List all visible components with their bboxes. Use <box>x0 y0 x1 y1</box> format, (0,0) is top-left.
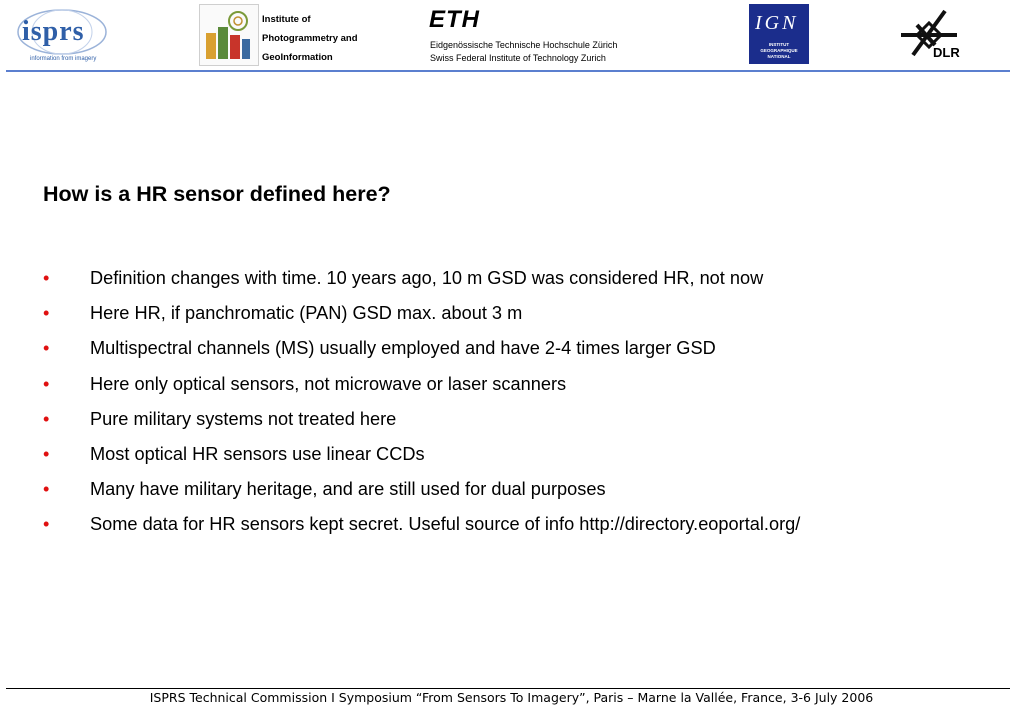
bullet-text: Pure military systems not treated here <box>90 408 397 429</box>
slide-title: How is a HR sensor defined here? <box>43 182 391 206</box>
footer-text: ISPRS Technical Commission I Symposium “From Sensors To Imagery”, Paris – Marne la Vallée, France, 3-6 July 2006 <box>149 690 874 705</box>
dlr-logo <box>895 5 965 65</box>
bullet-text: Some data for HR sensors kept secret. Useful source of info http://directory.eoportal.org/ <box>90 514 801 535</box>
eth-logo: ETH <box>429 6 480 33</box>
ign-sub-line-2: GEOGRAPHIQUE <box>760 48 798 53</box>
header-rule <box>6 70 1010 72</box>
bullet-dot: • <box>43 338 50 359</box>
eth-name-german: Eidgenössische Technische Hochschule Zürich <box>430 40 618 50</box>
bullet-dot: • <box>43 373 50 394</box>
ign-sub-line-3: NATIONAL <box>767 54 791 59</box>
bullet-dot: • <box>43 303 50 324</box>
bullet-text: Multispectral channels (MS) usually employed and have 2-4 times larger GSD <box>90 338 716 359</box>
bullet-text: Here only optical sensors, not microwave or laser scanners <box>90 373 567 394</box>
header-bar <box>0 0 1023 72</box>
bullet-text: Here HR, if panchromatic (PAN) GSD max. about 3 m <box>90 303 523 324</box>
bullet-dot: • <box>43 479 50 500</box>
isprs-tagline: information from imagery <box>30 56 97 62</box>
footer-rule <box>6 688 1010 689</box>
bullet-text: Many have military heritage, and are still used for dual purposes <box>90 479 606 500</box>
isprs-wordmark: isprs <box>22 16 85 47</box>
bullet-text: Most optical HR sensors use linear CCDs <box>90 443 425 464</box>
ipg-line-3: GeoInformation <box>262 52 333 63</box>
ign-wordmark: IGN <box>755 12 799 34</box>
bullet-dot: • <box>43 443 50 464</box>
bullet-text: Definition changes with time. 10 years ago, 10 m GSD was considered HR, not now <box>90 268 764 288</box>
ign-sub-line-1: INSTITUT <box>768 42 790 47</box>
dlr-wordmark: DLR <box>933 45 960 60</box>
ipg-line-1: Institute of <box>262 14 311 25</box>
ipg-institute-name <box>262 10 358 67</box>
ipg-line-2: Photogrammetry and <box>262 33 358 44</box>
bullet-dot: • <box>43 408 50 429</box>
ipg-figures-icon <box>200 5 258 65</box>
isprs-logo <box>14 4 114 66</box>
bullet-dot: • <box>43 268 50 288</box>
ign-logo <box>749 4 809 64</box>
ipg-logo <box>199 4 259 66</box>
bullet-dot: • <box>43 514 50 535</box>
eth-name-english: Swiss Federal Institute of Technology Zurich <box>430 53 606 63</box>
